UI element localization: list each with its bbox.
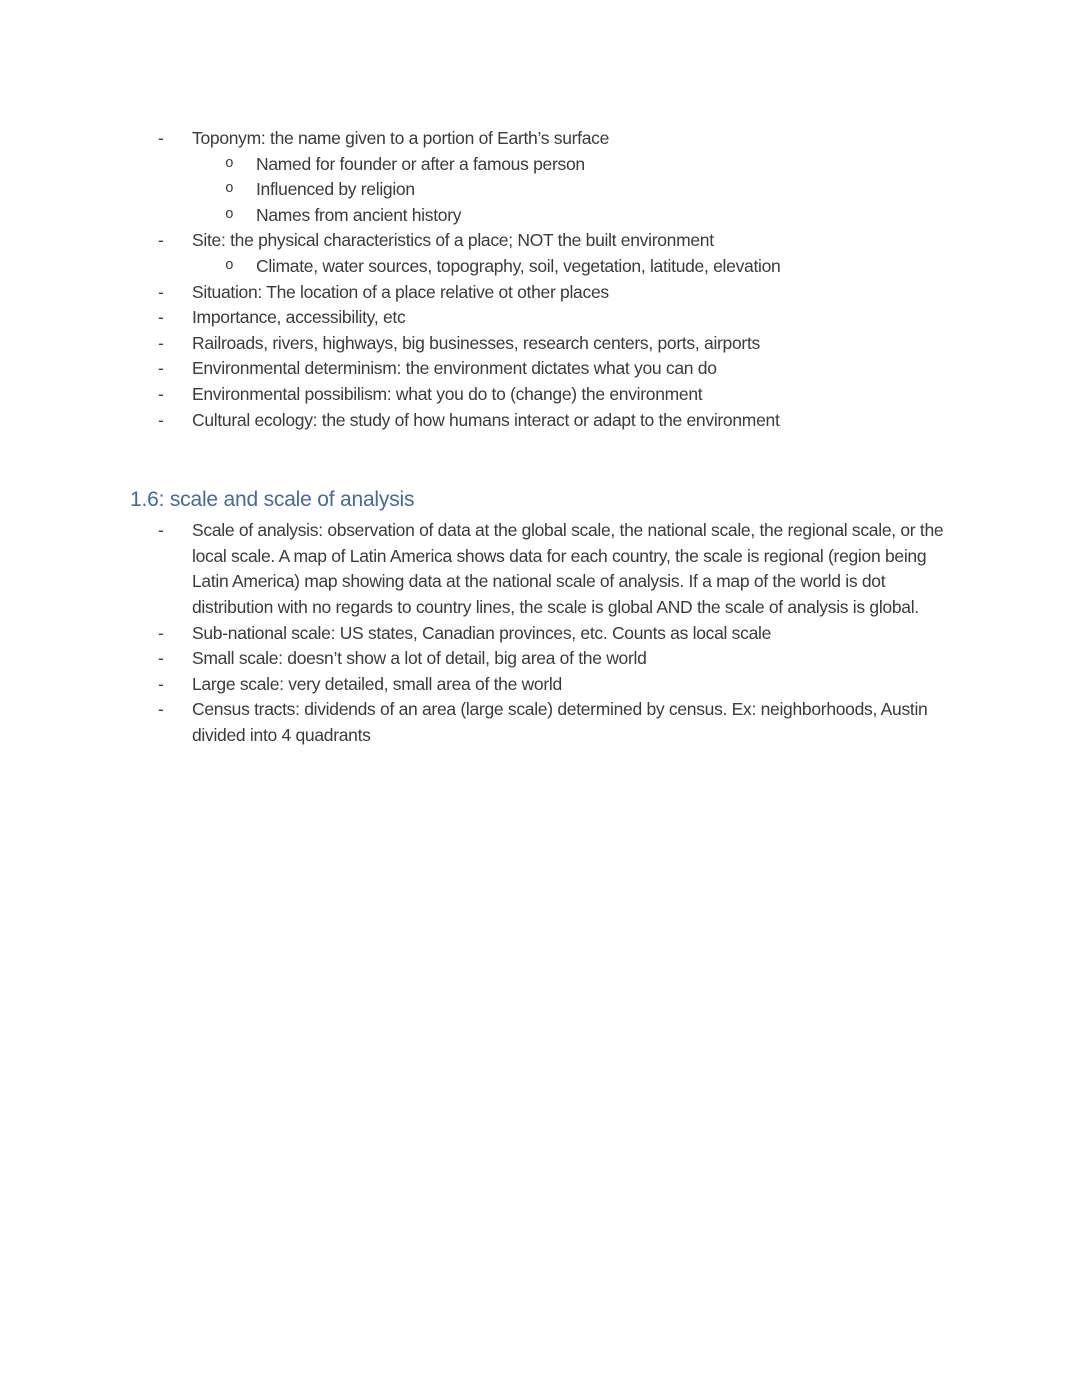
dash-bullet-icon: - bbox=[158, 673, 164, 694]
list-item bbox=[130, 382, 954, 408]
dash-bullet-icon: - bbox=[158, 648, 164, 669]
list-item-text: Large scale: very detailed, small area of the world bbox=[192, 673, 562, 694]
list-item bbox=[130, 126, 954, 152]
list-item-text: Influenced by religion bbox=[256, 179, 415, 200]
dash-bullet-icon: - bbox=[158, 622, 164, 643]
list-item-text: Toponym: the name given to a portion of Earth’s surface bbox=[192, 128, 610, 148]
circle-bullet-icon: o bbox=[225, 155, 234, 172]
dash-bullet-icon: - bbox=[158, 520, 164, 541]
list-item-text: Environmental possibilism: what you do to (change) the environment bbox=[192, 383, 703, 404]
circle-bullet-icon: o bbox=[225, 206, 234, 223]
list-item-text: Cultural ecology: the study of how humans interact or adapt to the environment bbox=[192, 409, 780, 430]
list-item bbox=[130, 697, 954, 748]
dash-bullet-icon: - bbox=[158, 281, 164, 302]
list-item bbox=[130, 672, 954, 698]
list-item bbox=[130, 280, 954, 306]
list-item-text: Climate, water sources, topography, soil, vegetation, latitude, elevation bbox=[256, 255, 781, 276]
list-item-text: Names from ancient history bbox=[256, 204, 462, 225]
list-item-text: Scale of analysis: observation of data at the global scale, the national scale, the regional scale, or the local scale. A map of Latin America shows data for each country, the scale is regional (region being Latin America) map showing data at the national scale of analysis. If a map of the world is dot distribution with no regards to country lines, the scale is global AND the scale of analysis is global. bbox=[192, 520, 944, 617]
list-item bbox=[130, 621, 954, 647]
dash-bullet-icon: - bbox=[158, 383, 164, 404]
list-item bbox=[130, 408, 954, 434]
document-content bbox=[130, 126, 954, 748]
dash-bullet-icon: - bbox=[158, 409, 164, 430]
list-item bbox=[130, 152, 954, 178]
list-item-text: Site: the physical characteristics of a place; NOT the built environment bbox=[192, 230, 714, 251]
list-item bbox=[130, 331, 954, 357]
circle-bullet-icon: o bbox=[225, 181, 234, 198]
circle-bullet-icon: o bbox=[225, 257, 234, 274]
dash-bullet-icon: - bbox=[158, 307, 164, 328]
list-item bbox=[130, 646, 954, 672]
section-heading-scale: 1.6: scale and scale of analysis bbox=[130, 488, 415, 512]
list-item bbox=[130, 305, 954, 331]
list-item-text: Environmental determinism: the environment dictates what you can do bbox=[192, 358, 717, 379]
list-item-text: Named for founder or after a famous person bbox=[256, 153, 585, 174]
list-item-text: Railroads, rivers, highways, big businesses, research centers, ports, airports bbox=[192, 332, 760, 353]
list-item-text: Sub-national scale: US states, Canadian provinces, etc. Counts as local scale bbox=[192, 622, 772, 643]
dash-bullet-icon: - bbox=[158, 358, 164, 379]
list-item bbox=[130, 203, 954, 229]
list-item-text: Census tracts: dividends of an area (large scale) determined by census. Ex: neighborhoods, Austin divided into 4 quadrants bbox=[192, 699, 928, 745]
list-item bbox=[130, 356, 954, 382]
dash-bullet-icon: - bbox=[158, 230, 164, 251]
notes-list-top bbox=[130, 126, 954, 433]
dash-bullet-icon: - bbox=[158, 332, 164, 353]
list-item-text: Small scale: doesn’t show a lot of detail, big area of the world bbox=[192, 648, 647, 669]
dash-bullet-icon: - bbox=[158, 699, 164, 720]
list-item-text: Situation: The location of a place relative ot other places bbox=[192, 281, 609, 302]
list-item bbox=[130, 177, 954, 203]
list-item bbox=[130, 518, 954, 620]
list-item bbox=[130, 228, 954, 254]
list-item bbox=[130, 254, 954, 280]
list-item-text: Importance, accessibility, etc bbox=[192, 307, 406, 328]
dash-bullet-icon: - bbox=[158, 128, 164, 148]
notes-list-scale bbox=[130, 518, 954, 748]
